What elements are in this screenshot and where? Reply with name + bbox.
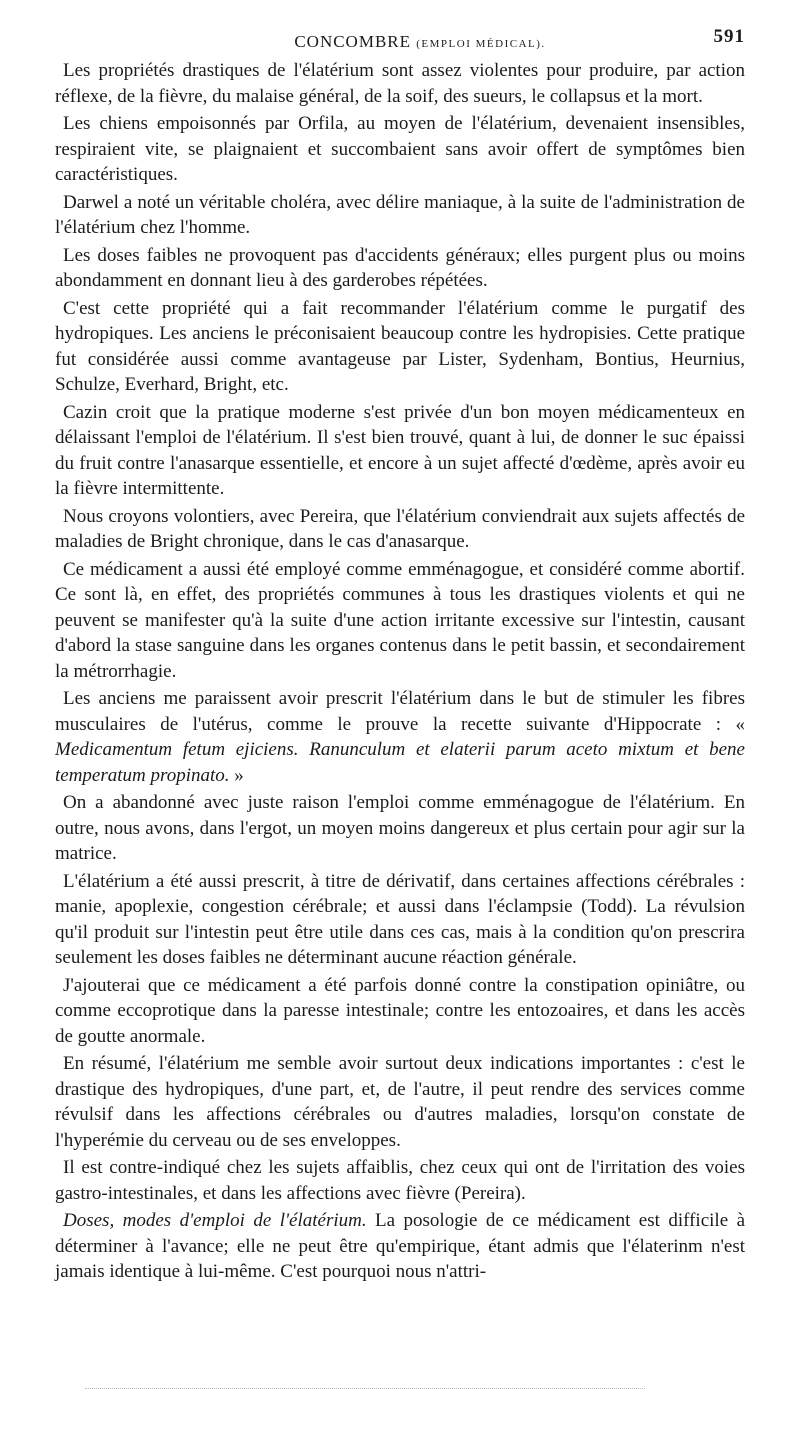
running-header	[55, 22, 745, 58]
paragraph: Darwel a noté un véritable choléra, avec délire maniaque, à la suite de l'administration de l'élatérium chez l'homme.	[55, 191, 745, 238]
paragraph: Il est contre-indiqué chez les sujets affaiblis, chez ceux qui ont de l'irritation des voies gastro-intestinales, et dans les affections avec fièvre (Pereira).	[55, 1157, 745, 1204]
hippocrates-quote: Medicamentum fetum ejiciens. Ranunculum et elaterii parum aceto mixtum et bene temperatum propinato.	[55, 739, 745, 786]
page-number: 591	[713, 26, 745, 47]
paragraph: C'est cette propriété qui a fait recommander l'élatérium comme le purgatif des hydropiques. Les anciens le préconisaient beaucoup contre les hydropisies. Cette pratique fut considérée aussi comme avantageuse par Lister, Sydenham, Bontius, Heurnius, Schulze, Everhard, Bright, etc.	[55, 297, 745, 395]
paragraph: Ce médicament a aussi été employé comme emménagogue, et considéré comme abortif. Ce sont là, en effet, des propriétés communes à tous les drastiques violents et qui ne peuvent se manifester qu'à la suite d'une action irritante excessive sur l'intestin, causant d'abord la stase sanguine dans les organes contenus dans le petit bassin, et secondairement la métrorrhagie.	[55, 558, 745, 682]
paragraph: Les chiens empoisonnés par Orfila, au moyen de l'élatérium, devenaient insensibles, respiraient vite, se plaignaient et succombaient sans avoir offert de symptômes bien caractéristiques.	[55, 113, 745, 185]
paragraph: J'ajouterai que ce médicament a été parfois donné contre la constipation opiniâtre, ou comme eccoprotique dans la paresse intestinale; contre les entozoaires, et dans les accès de goutte anormale.	[55, 974, 745, 1047]
paragraph: En résumé, l'élatérium me semble avoir surtout deux indications importantes : c'est le drastique des hydropiques, d'une part, et, de l'autre, il peut rendre des services comme révulsif dans les affections cérébrales ou d'autres maladies, lorsqu'on constate de l'hyperémie du cerveau ou de ses enveloppes.	[55, 1053, 745, 1151]
paragraph: Les propriétés drastiques de l'élatérium sont assez violentes pour produire, par action réflexe, de la fièvre, du malaise général, de la soif, des sueurs, le collapsus et la mort.	[55, 60, 745, 107]
quote-intro: Les anciens me paraissent avoir prescrit l'élatérium dans le but de stimuler les fibres musculaires de l'utérus, comme le prouve la recette suivante d'Hippocrate : «	[55, 688, 745, 735]
paragraph: Les doses faibles ne provoquent pas d'accidents généraux; elles purgent plus ou moins abondamment en donnant lieu à des garderobes répétées.	[55, 244, 745, 291]
paragraph: Nous croyons volontiers, avec Pereira, que l'élatérium conviendrait aux sujets affectés de maladies de Bright chronique, dans le cas d'anasarque.	[55, 505, 745, 552]
header-subtitle: (EMPLOI MÉDICAL).	[416, 38, 546, 50]
doses-paragraph	[55, 1208, 745, 1285]
paragraph: Cazin croit que la pratique moderne s'est privée d'un bon moyen médicamenteux en délaissant l'emploi de l'élatérium. Il s'est bien trouvé, quant à lui, de donner le suc épaissi du fruit contre l'anasarque essentielle, et encore à un sujet affecté d'œdème, après avoir eu la fièvre intermittente.	[55, 401, 745, 499]
section-heading: Doses, modes d'emploi de l'élatérium.	[63, 1210, 367, 1231]
document-page	[55, 22, 745, 1287]
footer-rule	[85, 1388, 645, 1389]
header-title: CONCOMBRE	[294, 32, 412, 51]
quote-paragraph	[55, 686, 745, 788]
body-text	[55, 58, 745, 1285]
paragraph: On a abandonné avec juste raison l'emploi comme emménagogue de l'élatérium. En outre, nous avons, dans l'ergot, un moyen moins dangereux et plus certain pour agir sur la matrice.	[55, 792, 745, 864]
paragraph: L'élatérium a été aussi prescrit, à titre de dérivatif, dans certaines affections cérébrales : manie, apoplexie, congestion cérébrale; et aussi dans l'éclampsie (Todd). La révulsion qu'il produit sur l'intestin peut être utile dans ces cas, mais à la condition qu'on prescrira seulement les doses faibles ne déterminant aucune réaction générale.	[55, 870, 745, 968]
doses-text: La posologie de ce médicament est difficile à déterminer à l'avance; elle ne peut être qu'empirique, étant admis que l'élaterinm n'est jamais identique à lui-même. C'est pourquoi nous n'attri-	[55, 1210, 746, 1282]
quote-close: »	[234, 764, 244, 786]
header-title-block	[294, 32, 545, 52]
